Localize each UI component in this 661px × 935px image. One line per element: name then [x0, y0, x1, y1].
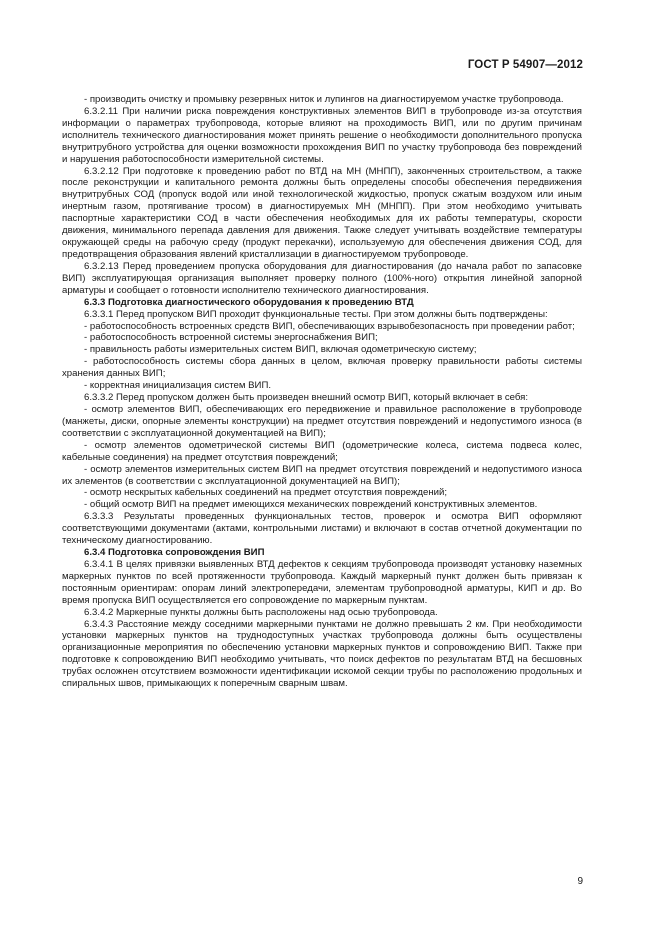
paragraph: 6.3.2.13 Перед проведением пропуска оборудования для диагностирования (до начала работ по запасовке ВИП) эксплуатирующая организация выполняет проверку полного (100%-ного) открытия линейной запорной арматуры и сообщает о готовности исполнителю технического диагностирования.	[62, 260, 582, 296]
list-item: - работоспособность встроенных средств ВИП, обеспечивающих взрывобезопасность при проведении работ;	[84, 320, 575, 332]
section-heading: 6.3.4 Подготовка сопровождения ВИП	[84, 547, 265, 559]
paragraph: 6.3.3.3 Результаты проведенных функциональных тестов, проверок и осмотра ВИП оформляют соответствующими документами (актами, контрольными листами) и включают в состав отчетной документации по техническому диагностированию.	[62, 511, 582, 547]
list-item: - работоспособность встроенной системы энергоснабжения ВИП;	[84, 332, 378, 344]
list-item: - общий осмотр ВИП на предмет имеющихся механических повреждений конструктивных элементов.	[84, 499, 538, 511]
paragraph: 6.3.4.3 Расстояние между соседними маркерными пунктами не должно превышать 2 км. При необходимости установки маркерных пунктов на труднодоступных участках трубопровода должны быть осуществлены организационные мероприятия по обеспечению установки маркерных пунктов и сопровождению ВИП. Также при подготовке к сопровождению ВИП необходимо учитывать, что поиск дефектов по результатам ВТД на бесшовных трубах осложнен отсутствием возможности идентификации искомой секции трубы по расположению продольных и спиральных швов, примыкающих к поперечным сварным швам.	[62, 618, 582, 690]
paragraph: 6.3.2.12 При подготовке к проведению работ по ВТД на МН (МНПП), законченных строительством, а также после реконструкции и капитального ремонта должны быть определены способы обеспечения передвижения внутритрубных СОД (пропуск водой или иной технологической жидкостью, пропуск сжатым воздухом или иным инертным газом, протягивание тросом) в диагностируемых МН (МНПП). При этом необходимо учитывать паспортные характеристики СОД в части обеспечения необходимых для их работы температуры, скорости движения, минимального перепада давления для движения. Также следует учитывать воздействие температуры окружающей среды на рабочую среду (продукт перекачки), используемую для обеспечения движения СОД, для предотвращения образования явлений кристаллизации в диагностируемом трубопроводе.	[62, 165, 582, 260]
list-item: - корректная инициализация систем ВИП.	[84, 380, 272, 392]
page-number: 9	[577, 876, 583, 887]
paragraph: 6.3.4.1 В целях привязки выявленных ВТД дефектов к секциям трубопровода производят установку наземных маркерных пунктов по всей протяженности трубопровода. Каждый маркерный пункт должен быть привязан к постоянным ориентирам: опорам линий электропередачи, элементам трубопроводной арматуры, КИП и др. Во время пропуска ВИП осуществляется его сопровождение по маркерным пунктам.	[62, 558, 582, 606]
list-item: - правильность работы измерительных систем ВИП, включая одометрическую систему;	[84, 344, 477, 356]
list-item: - осмотр элементов одометрической системы ВИП (одометрические колеса, система подвеса колес, кабельные соединения) на предмет отсутствия повреждений;	[62, 439, 582, 463]
paragraph: 6.3.3.2 Перед пропуском должен быть произведен внешний осмотр ВИП, который включает в себя:	[84, 392, 529, 404]
section-heading: 6.3.3 Подготовка диагностического оборудования к проведению ВТД	[84, 296, 414, 308]
list-item: - работоспособность системы сбора данных в целом, включая проверку правильности работы системы хранения данных ВИП;	[62, 356, 582, 380]
document-header: ГОСТ Р 54907—2012	[467, 59, 583, 71]
paragraph: - производить очистку и промывку резервных ниток и лупингов на диагностируемом участке трубопровода.	[84, 94, 564, 105]
list-item: - осмотр элементов ВИП, обеспечивающих его передвижение и правильное расположение в трубопроводе (манжеты, диски, опорные элементы конструкции) на предмет отсутствия повреждений и недопустимого износа (в соответствии с эксплуатационной документацией на ВИП);	[62, 403, 582, 439]
paragraph: 6.3.4.2 Маркерные пункты должны быть расположены над осью трубопровода.	[84, 606, 438, 618]
paragraph: 6.3.3.1 Перед пропуском ВИП проходит функциональные тесты. При этом должны быть подтверждены:	[84, 308, 548, 320]
list-item: - осмотр элементов измерительных систем ВИП на предмет отсутствия повреждений и недопустимого износа их элементов (в соответствии с эксплуатационной документацией на ВИП);	[62, 463, 582, 487]
document-body	[62, 94, 582, 690]
paragraph: 6.3.2.11 При наличии риска повреждения конструктивных элементов ВИП в трубопроводе из-за отсутствия информации о параметрах трубопровода, которые влияют на проходимость ВИП, или по другим причинам исполнитель технического диагностирования может принять решение о необходимости дополнительного пропуска внутритрубного устройства для оценки возможности прохождения ВИП по участку трубопровода без повреждений и нарушения работоспособности измерительной системы.	[62, 105, 582, 165]
list-item: - осмотр нескрытых кабельных соединений на предмет отсутствия повреждений;	[84, 487, 448, 499]
